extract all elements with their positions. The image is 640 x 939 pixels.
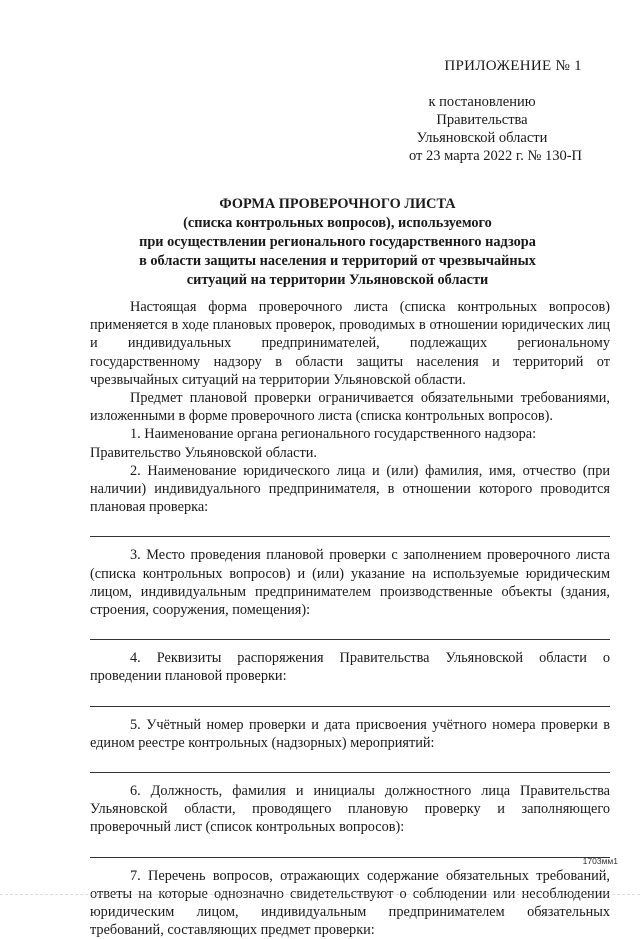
decree-date-number: от 23 марта 2022 г. № 130-П <box>409 148 582 164</box>
scan-edge-marks <box>0 894 640 899</box>
document-body <box>90 298 610 939</box>
item-3-fill-line <box>90 619 610 640</box>
item-5: 5. Учётный номер проверки и дата присвоения учётного номера проверки в едином реестре контрольных (надзорных) мероприятий: <box>90 716 610 751</box>
item-4: 4. Реквизиты распоряжения Правительства Ульяновской области о проведении плановой проверки: <box>90 650 610 685</box>
title-line-4: в области защиты населения и территорий от чрезвычайных <box>139 253 536 269</box>
decree-ref-line2: Ульяновской области <box>416 130 548 146</box>
document-title <box>90 195 585 290</box>
title-line-1: ФОРМА ПРОВЕРОЧНОГО ЛИСТА <box>219 196 456 212</box>
item-6: 6. Должность, фамилия и инициалы должностного лица Правительства Ульяновской области, проводящего плановую проверку и заполняющего проверочный лист (список контрольных вопросов): <box>90 783 610 836</box>
item-7: 7. Перечень вопросов, отражающих содержание обязательных требований, ответы на которые однозначно свидетельствуют о соблюдении или несоблюдении юридическим лицом, индивидуальным предпринимателем обязательных требований, составляющих предмет проверки: <box>90 867 610 939</box>
appendix-label: ПРИЛОЖЕНИЕ № 1 <box>444 58 582 74</box>
item-1-value: Правительство Ульяновской области. <box>90 444 317 461</box>
item-6-fill-line <box>90 837 610 858</box>
decree-reference <box>382 93 582 147</box>
footer-code: 1703мм1 <box>582 856 618 866</box>
title-line-5: ситуаций на территории Ульяновской области <box>186 272 489 288</box>
item-5-fill-line <box>90 752 610 773</box>
item-3: 3. Место проведения плановой проверки с заполнением проверочного листа (списка контрольных вопросов) и (или) указание на используемые юридическим лицом, индивидуальным предпринимателем производственные объекты (здания, строения, сооружения, помещения): <box>90 547 610 619</box>
item-2-fill-line <box>90 516 610 537</box>
item-2: 2. Наименование юридического лица и (или) фамилия, имя, отчество (при наличии) индивидуального предпринимателя, в отношении которого проводится плановая проверка: <box>90 462 610 516</box>
item-4-fill-line <box>90 686 610 707</box>
title-line-3: при осуществлении регионального государственного надзора <box>139 234 536 250</box>
title-line-2: (списка контрольных вопросов), используемого <box>183 215 492 231</box>
decree-ref-line1: к постановлению Правительства <box>428 94 536 128</box>
intro-paragraph: Настоящая форма проверочного листа (списка контрольных вопросов) применяется в ходе плановых проверок, проводимых в отношении юридических лиц и индивидуальных предпринимателей, подлежащих региональному государственному надзору в области защиты населения и территорий от чрезвычайных ситуаций на территории Ульяновской области. <box>90 299 610 388</box>
subject-paragraph: Предмет плановой проверки ограничивается обязательными требованиями, изложенными в форме проверочного листа (списка контрольных вопросов). <box>90 390 610 425</box>
item-1: 1. Наименование органа регионального государственного надзора: <box>130 426 537 443</box>
